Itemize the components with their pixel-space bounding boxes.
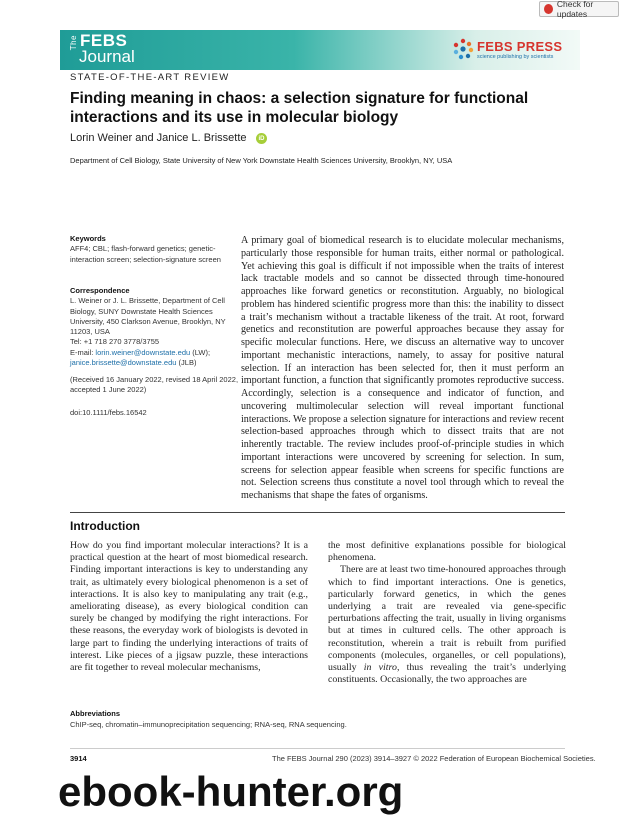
check-for-updates-button[interactable] xyxy=(539,1,619,17)
check-for-updates-label: Check for updates xyxy=(556,0,594,19)
email-link-weiner[interactable]: lorin.weiner@downstate.edu xyxy=(95,347,191,357)
article-type: STATE-OF-THE-ART REVIEW xyxy=(70,72,230,83)
introduction-heading: Introduction xyxy=(70,519,140,533)
correspondence-heading: Correspondence xyxy=(70,286,130,295)
intro-column-left xyxy=(70,540,308,674)
abbreviations-text: ChIP-seq, chromatin–immunoprecipitation sequencing; RNA-seq, RNA sequencing. xyxy=(70,720,347,729)
received-dates: (Received 16 January 2022, revised 18 April 2022, accepted 1 June 2022) xyxy=(70,375,239,395)
febs-press-tagline: science publishing by scientists xyxy=(477,54,554,60)
orcid-icon[interactable]: iD xyxy=(256,133,267,144)
section-divider xyxy=(70,512,565,513)
email-suffix-jlb: (JLB) xyxy=(176,358,197,368)
febs-press-dots-icon xyxy=(452,38,474,60)
keywords-block xyxy=(70,234,240,265)
keywords-heading: Keywords xyxy=(70,234,106,243)
footer-citation: The FEBS Journal 290 (2023) 3914–3927 © 2022 Federation of European Biochemical Societies. xyxy=(272,754,596,763)
authors: Lorin Weiner and Janice L. Brissette xyxy=(70,132,247,144)
abbreviations-heading: Abbreviations xyxy=(70,709,121,718)
crossmark-icon xyxy=(544,4,553,14)
intro-paragraph-1: How do you find important molecular interactions? It is a practical question at the heart of most biomedical research. Finding important interactions is key to understanding any trait, as ultimately every biological phenomenon is a set of interactions. It is also key to manipulating any trait (e.g., ameliorating disease), as every biological condition can surely be changed by modifying the right interactions. For these reasons, the everyday work of biologists is devoted in large part to finding the underlying interactions of traits of interest. Like pieces of a jigsaw puzzle, these interactions are fit together to reveal molecular mechanisms, xyxy=(70,540,308,674)
watermark: ebook-hunter.org xyxy=(58,768,404,815)
abstract: A primary goal of biomedical research is to elucidate molecular mechanisms, particularly those responsible for human traits, either normal or pathological. Yet achieving this goal is difficult if not impossible when the traits of interest lack tractable models and so cannot be dissected through time-honoured approaches like forward genetics or reconstitution. Arguably, no biological problem has hindered scientific progress more than this: the inability to dissect a trait’s mechanism without a tractable likeness of the trait. At root, forward genetics and reconstitution are powerful approaches because they assay for specific molecular functions. Here, we discuss an alternative way to uncover important mechanistic interactions, namely, to assay for positive natural selection. If an interaction has been selected for, then it must perform an important function, a function that significantly promotes reproductive success. Accordingly, selection is a consequence and indicator of function, and uncovering multimolecular selection will reveal important functional interactions. We propose a selection signature for interactions and review recent selection-based approaches through which to dissect traits that are not inherently tractable. The review includes proof-of-principle studies in which important interactions were uncovered by screening for selection. In sum, screens for selection appear feasible when screens for specific functions are not. Selection screens thus constitute a novel tool through which to reveal the mechanisms that shape the fates of organisms. xyxy=(241,235,564,501)
page-number: 3914 xyxy=(70,754,87,763)
article-title: Finding meaning in chaos: a selection signature for functional interactions and its use in molecular biology xyxy=(70,90,529,126)
email-suffix-lw: (LW); xyxy=(190,347,211,357)
correspondence-address: L. Weiner or J. L. Brissette, Department of Cell Biology, SUNY Downstate Health Sciences University, 450 Clarkson Avenue, Brooklyn, NY 11203, USA xyxy=(70,296,226,337)
correspondence-block xyxy=(70,286,240,368)
journal-logo-febs: FEBS xyxy=(80,31,128,50)
journal-logo-journal: Journal xyxy=(79,47,135,66)
correspondence-tel: Tel: +1 718 270 3778/3755 xyxy=(70,337,160,347)
footer-divider xyxy=(70,748,565,749)
febs-press-name: FEBS PRESS xyxy=(477,39,563,54)
journal-logo-the: The xyxy=(69,35,78,51)
correspondence-email xyxy=(70,348,240,369)
email-label: E-mail: xyxy=(70,347,96,357)
febs-press-logo xyxy=(452,38,576,64)
intro-paragraph-1-cont: the most definitive explanations possible for biological phenomena. xyxy=(328,540,566,564)
affiliation: Department of Cell Biology, State University of New York Downstate Health Sciences University, Brooklyn, NY, USA xyxy=(70,156,453,165)
intro-paragraph-2: There are at least two time-honoured approaches through which to find important interactions. One is genetics, particularly forward genetics, in which the genes underlying a trait are revealed via gene-specific perturbations affecting the trait, usually in living organisms but at times in cultured cells. The other approach is reconstitution, wherein a trait is rebuilt from purified components (molecules, organelles, or cell populations), usually in vitro, thus revealing the trait’s underlying constituents. Occasionally, the two approaches are xyxy=(328,564,567,686)
keywords-text: AFF4; CBL; flash-forward genetics; genetic-interaction screen; selection-signature screen xyxy=(70,244,221,264)
intro-column-right xyxy=(328,540,566,686)
doi[interactable]: doi:10.1111/febs.16542 xyxy=(70,408,147,417)
email-link-brissette[interactable]: janice.brissette@downstate.edu xyxy=(70,358,177,368)
